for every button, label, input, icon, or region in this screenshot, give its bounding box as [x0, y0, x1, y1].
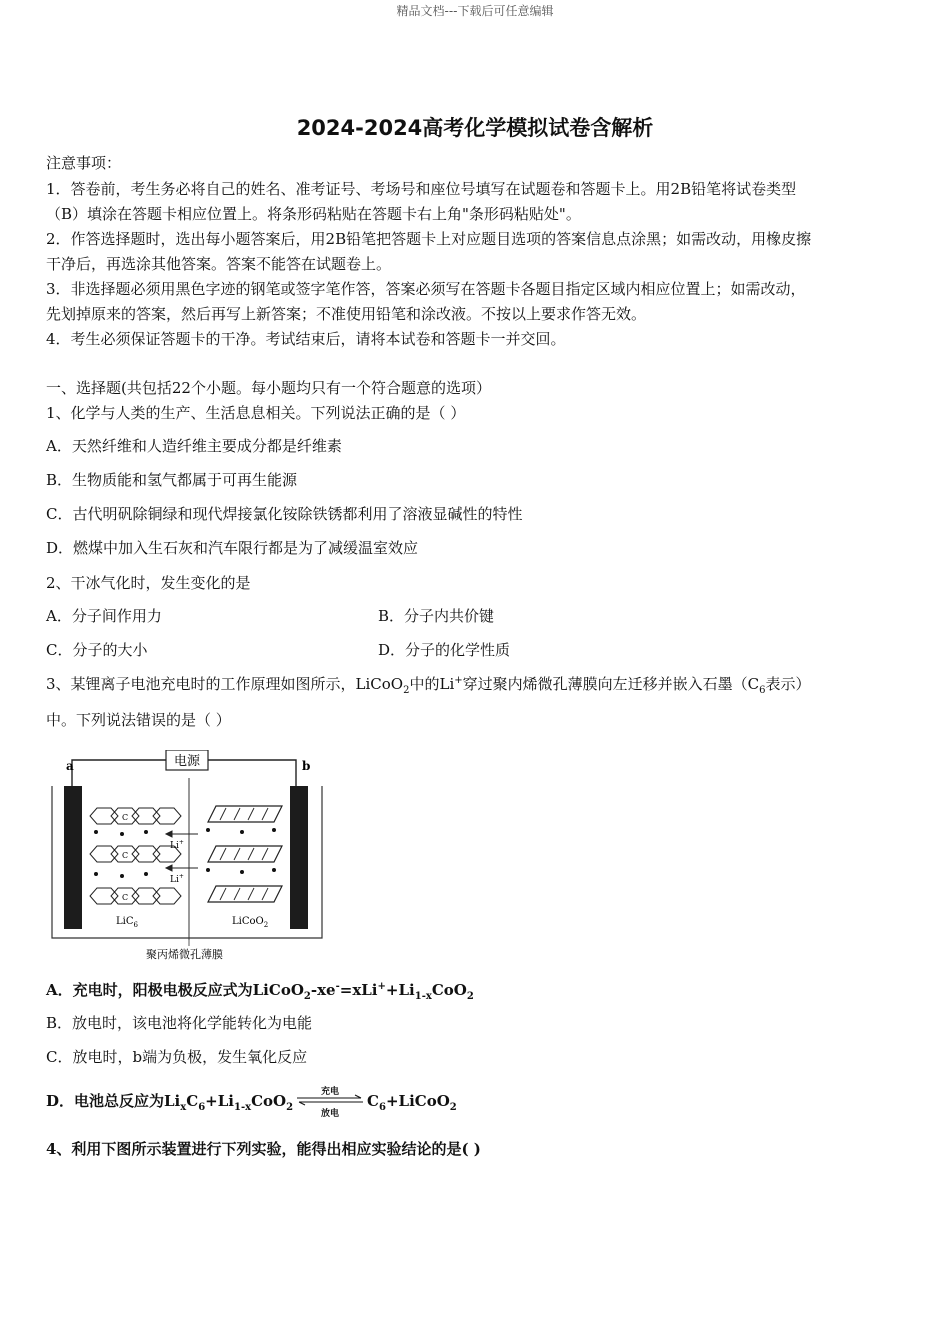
section-heading: 一、选择题(共包括22个小题。每小题均只有一个符合题意的选项） [46, 379, 491, 397]
notice-line-4: 干净后，再选涂其他答案。答案不能答在试题卷上。 [46, 255, 392, 273]
q3-option-d: D．电池总反应为$Li_xC_6+Li_{1-x}CoO_2$ 充电 放电 $C_6+LiCoO_2$ [46, 1087, 457, 1119]
membrane-label: 聚丙烯微孔薄膜 [146, 948, 223, 961]
q3-stem-line2: 中。下列说法错误的是（ ） [46, 711, 231, 729]
lic6-label: LiC$_6$ [116, 916, 138, 929]
reversible-arrow: 充电 放电 [295, 1090, 365, 1114]
q2-option-d: D．分子的化学性质 [378, 641, 511, 659]
q1-stem: 1、化学与人类的生产、生活息息相关。下列说法正确的是（ ） [46, 404, 466, 422]
q1-option-d: D．燃煤中加入生石灰和汽车限行都是为了减缓温室效应 [46, 539, 419, 557]
notice-line-2: （B）填涂在答题卡相应位置上。将条形码粘贴在答题卡右上角"条形码粘贴处"。 [46, 205, 581, 223]
q4-stem: 4、利用下图所示装置进行下列实验，能得出相应实验结论的是( ) [46, 1140, 481, 1158]
notice-line-3: 2．作答选择题时，选出每小题答案后，用2B铅笔把答题卡上对应题目选项的答案信息点涂黑；如需改动，用橡皮擦 [46, 230, 812, 248]
electrode-a-label: a [66, 759, 74, 773]
q2-option-c: C．分子的大小 [46, 641, 148, 659]
q2-stem: 2、干冰气化时，发生变化的是 [46, 574, 251, 592]
q3-stem: 3、某锂离子电池充电时的工作原理如图所示，LiCoO$_2$中的Li+穿过聚内烯微孔薄膜向左迁移并嵌入石墨（$C_6$表示） [46, 675, 811, 696]
electrode-b [290, 786, 308, 929]
notice-line-5: 3．非选择题必须用黑色字迹的钢笔或签字笔作答，答案必须写在答题卡各题目指定区域内相应位置上；如需改动， [46, 280, 806, 298]
q2-option-a: A．分子间作用力 [46, 607, 162, 625]
battery-diagram [46, 750, 328, 962]
licoo2-label: LiCoO$_2$ [232, 916, 269, 929]
q2-option-b: B．分子内共价键 [378, 607, 495, 625]
header-note: 精品文档---下载后可任意编辑 [396, 4, 554, 18]
carbon-label-3: C [122, 893, 129, 902]
carbon-label-1: C [122, 813, 129, 822]
q3-option-c: C．放电时，b端为负极，发生氧化反应 [46, 1048, 308, 1066]
electrode-b-label: b [302, 759, 311, 773]
q3-option-a: A．充电时，阳极电极反应式为$LiCoO_2-xe^-=xLi^++Li_{1-x}CoO_2$ [46, 981, 474, 1002]
li-ion-label-1: Li+ [170, 839, 184, 851]
q1-option-c: C．古代明矾除铜绿和现代焊接氯化铵除铁锈都利用了溶液显碱性的特性 [46, 505, 523, 523]
page-title: 2024-2024高考化学模拟试卷含解析 [296, 116, 654, 140]
q3-option-b: B．放电时，该电池将化学能转化为电能 [46, 1014, 313, 1032]
notice-line-7: 4．考生必须保证答题卡的干净。考试结束后，请将本试卷和答题卡一并交回。 [46, 330, 566, 348]
power-source-label: 电源 [173, 754, 201, 769]
q1-option-a: A．天然纤维和人造纤维主要成分都是纤维素 [46, 437, 342, 455]
notice-line-1: 1．答卷前，考生务必将自己的姓名、准考证号、考场号和座位号填写在试题卷和答题卡上。用2B铅笔将试卷类型 [46, 180, 797, 198]
notice-line-6: 先划掉原来的答案，然后再写上新答案；不准使用铅笔和涂改液。不按以上要求作答无效。 [46, 305, 647, 323]
notice-heading: 注意事项： [46, 154, 122, 172]
carbon-label-2: C [122, 851, 129, 860]
li-ion-label-2: Li+ [170, 873, 184, 885]
q1-option-b: B．生物质能和氢气都属于可再生能源 [46, 471, 298, 489]
electrode-a [64, 786, 82, 929]
